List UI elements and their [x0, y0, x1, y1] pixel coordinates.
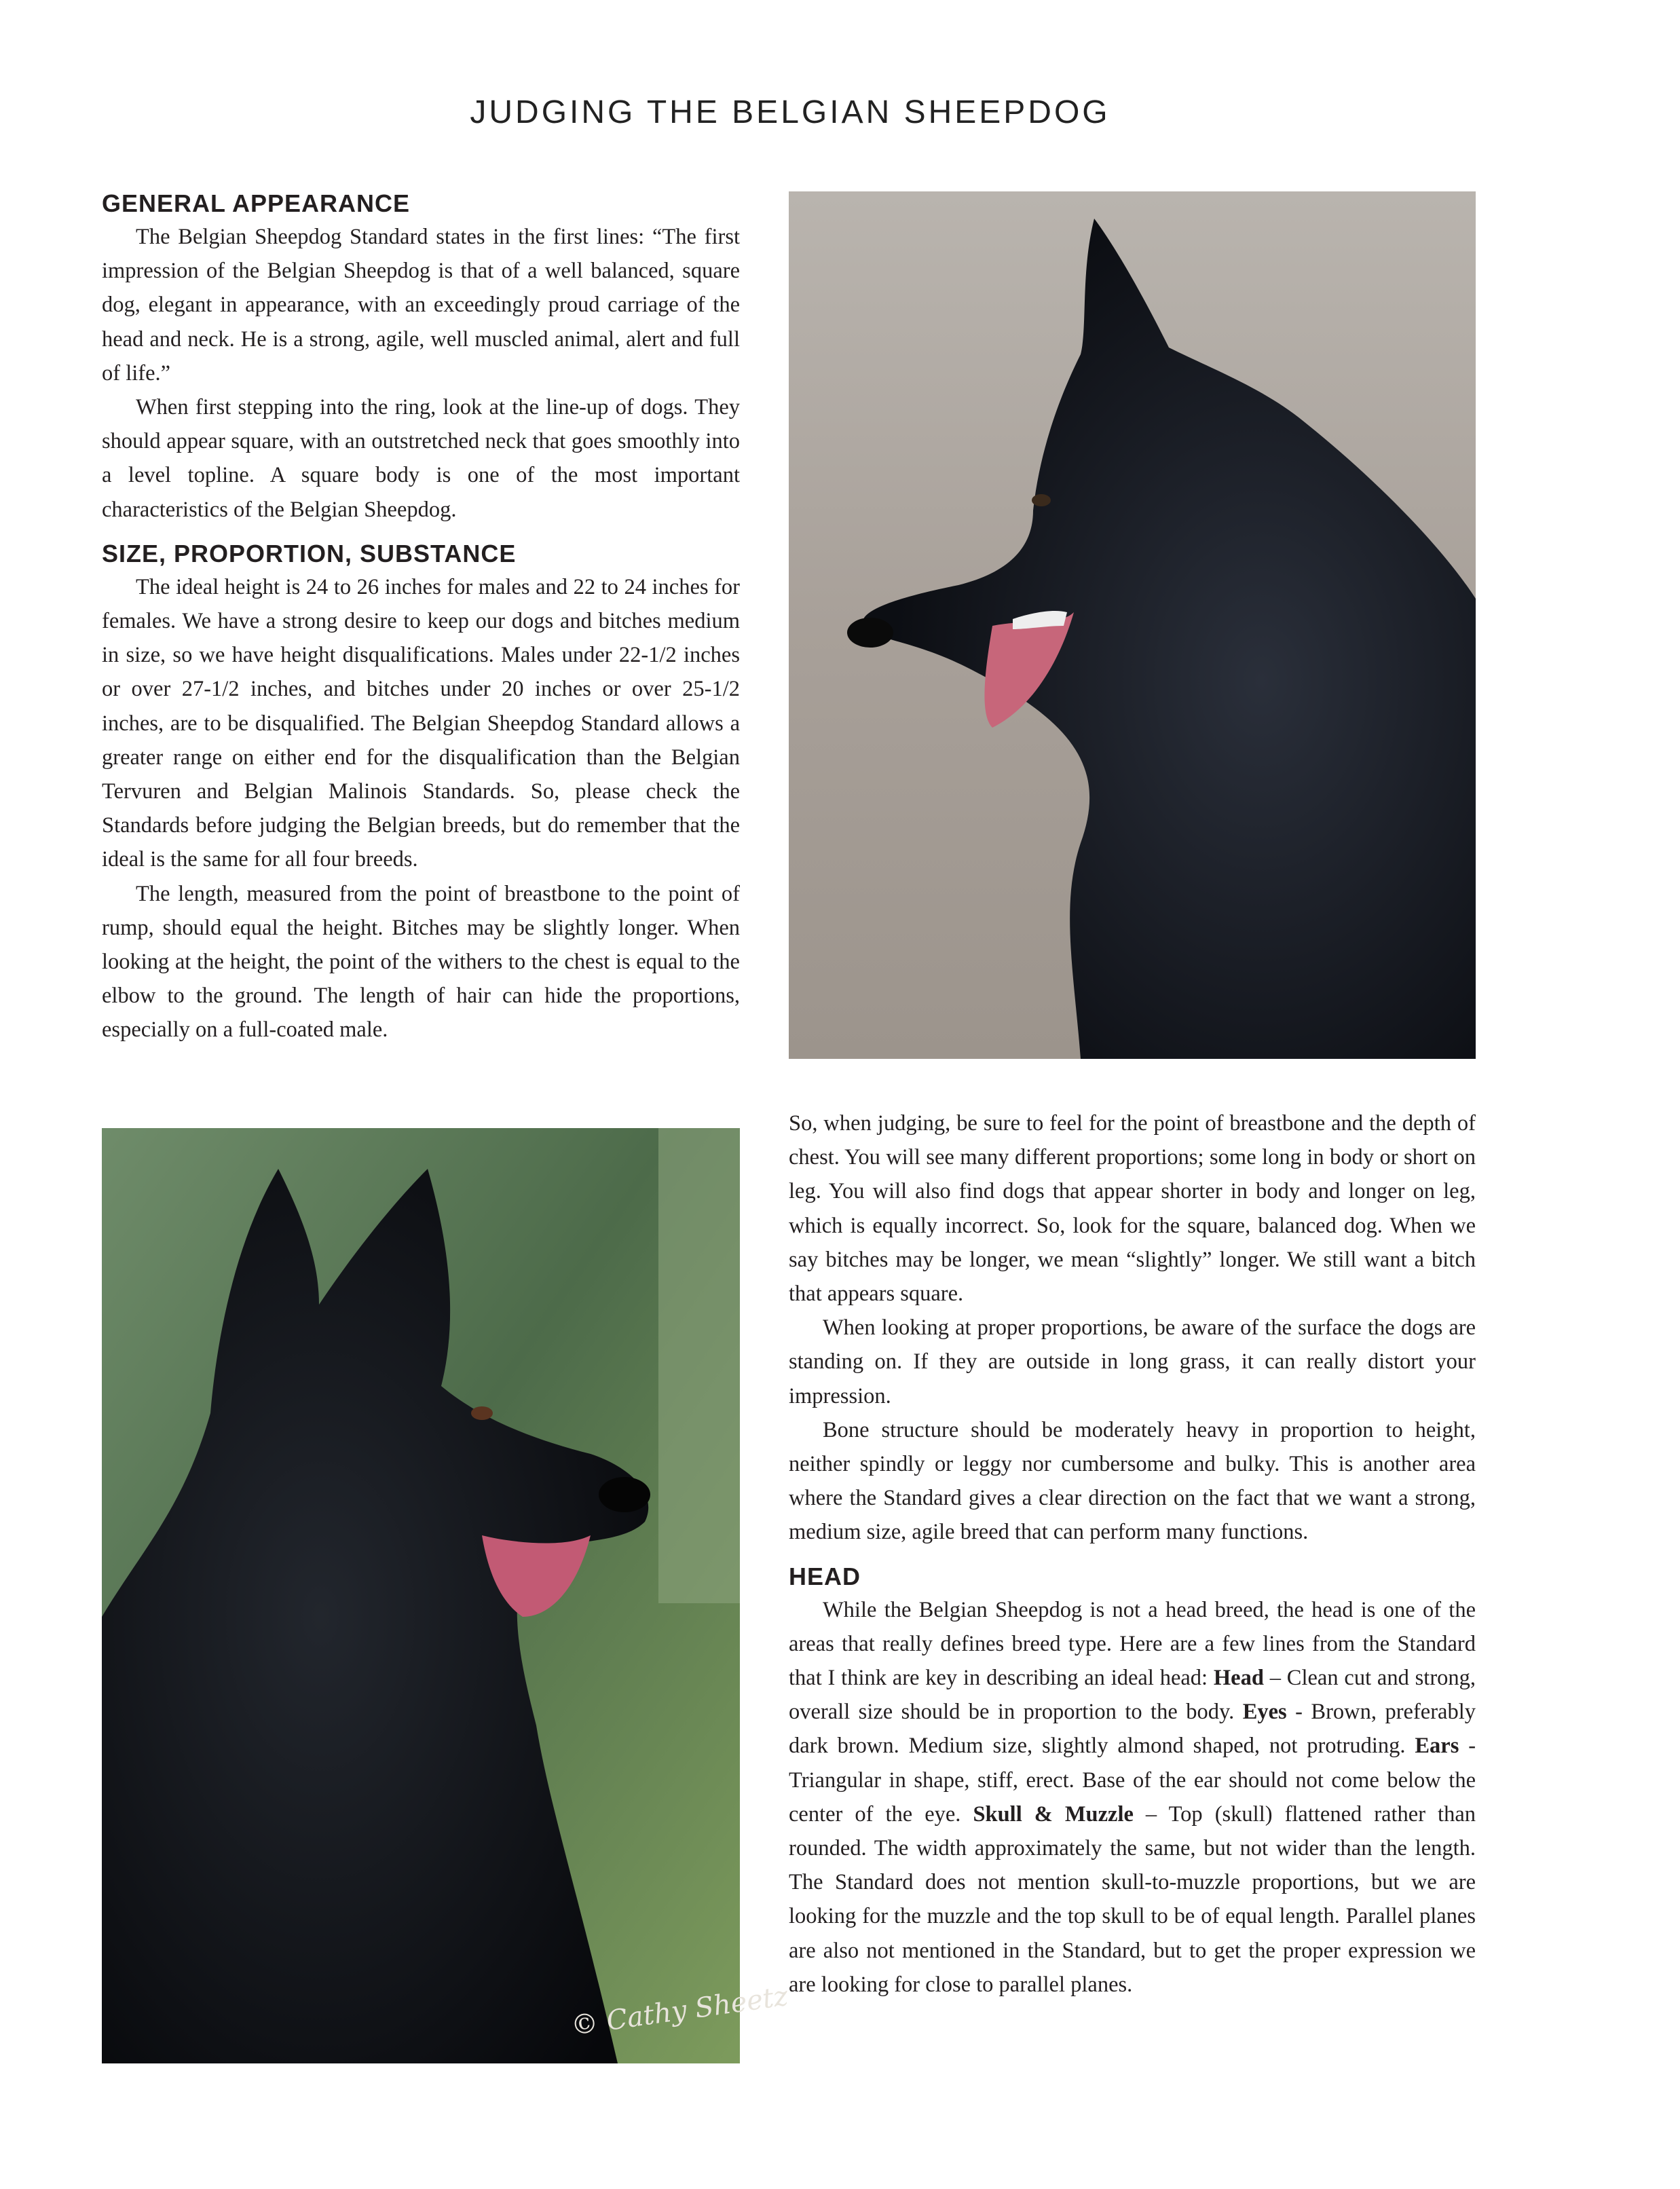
left-column: [102, 189, 740, 1047]
right-column: [789, 1106, 1476, 2002]
photographer-signature: © Cathy Sheetz: [569, 1980, 790, 2042]
paragraph: The ideal height is 24 to 26 inches for males and 22 to 24 inches for females. We have a strong desire to keep our dogs and bitches medium in size, so we have height disqualifications. Males under 22-1/2 inches or over 27-1/2 inches, and bitches under 20 inches or over 25-1/2 inches, are to be disqualified. The Belgian Sheepdog Standard allows a greater range on either end for the disqualification than the Belgian Tervuren and Belgian Malinois Standards. So, please check the Standards before judging the Belgian breeds, but do remember that the ideal is the same for all four breeds.: [102, 574, 740, 872]
paragraph: When looking at proper proportions, be aware of the surface the dogs are standing on. If they are outside in long grass, it can really distort your impression.: [789, 1315, 1476, 1408]
page-title: JUDGING THE BELGIAN SHEEPDOG: [470, 94, 1110, 130]
paragraph: Bone structure should be moderately heavy in proportion to height, neither spindly or leggy nor cumbersome and bulky. This is another area where the Standard gives a clear direction on the fact that we want a strong, medium size, agile breed that can perform many functions.: [789, 1417, 1476, 1545]
ears-label: Ears: [1415, 1734, 1459, 1759]
eyes-label: Eyes: [1242, 1700, 1287, 1725]
paragraph-head: [789, 1593, 1476, 2002]
dog-profile-photo: [789, 191, 1476, 1059]
ears-text: - Triangular in shape, stiff, erect. Base of the ear should not come below the center of the eye.: [789, 1734, 1476, 1827]
paragraph: The Belgian Sheepdog Standard states in the first lines: “The first impression of the Belgian Sheepdog is that of a well balanced, square dog, elegant in appearance, with an exceedingly proud carriage of the head and neck. He is a strong, agile, well muscled animal, alert and full of life.”: [102, 225, 740, 386]
skull-text: – Top (skull) flattened rather than rounded. The width approximately the same, but not wider than the length. The Standard does not mention skull-to-muzzle proportions, but we are looking for the muzzle and the top skull to be of equal length. Parallel planes are also not mentioned in the Standard, but to get the proper expression we are looking for close to parallel planes.: [789, 1801, 1476, 1997]
paragraph: When first stepping into the ring, look at the line-up of dogs. They should appear square, with an outstretched neck that goes smoothly into a level topline. A square body is one of the most important characteristics of the Belgian Sheepdog.: [102, 395, 740, 522]
dog-portrait-photo: [102, 1128, 740, 2063]
head-intro: While the Belgian Sheepdog is not a head breed, the head is one of the areas that really defines breed type. Here are a few lines from the Standard that I think are key in describing an ideal head:: [789, 1597, 1476, 1691]
heading-general-appearance: GENERAL APPEARANCE: [102, 189, 411, 217]
paragraph: So, when judging, be sure to feel for the point of breastbone and the depth of chest. You will see many different proportions; some long in body or short on leg. You will also find dogs that appear shorter in body and longer on leg, which is equally incorrect. So, look for the square, balanced dog. When we say bitches may be longer, we mean “slightly” longer. We still want a bitch that appears square.: [789, 1111, 1476, 1307]
skull-label: Skull & Muzzle: [973, 1801, 1134, 1827]
paragraph: The length, measured from the point of breastbone to the point of rump, should equal the height. Bitches may be slightly longer. When looking at the height, the point of the withers to the chest is equal to the elbow to the ground. The length of hair can hide the proportions, especially on a full-coated male.: [102, 881, 740, 1043]
heading-head: HEAD: [789, 1562, 861, 1590]
eyes-text: - Brown, preferably dark brown. Medium size, slightly almond shaped, not protruding.: [789, 1700, 1476, 1759]
head-text: – Clean cut and strong, overall size should be in proportion to the body.: [789, 1666, 1476, 1725]
head-label: Head: [1213, 1666, 1264, 1691]
heading-size-proportion: SIZE, PROPORTION, SUBSTANCE: [102, 539, 517, 567]
